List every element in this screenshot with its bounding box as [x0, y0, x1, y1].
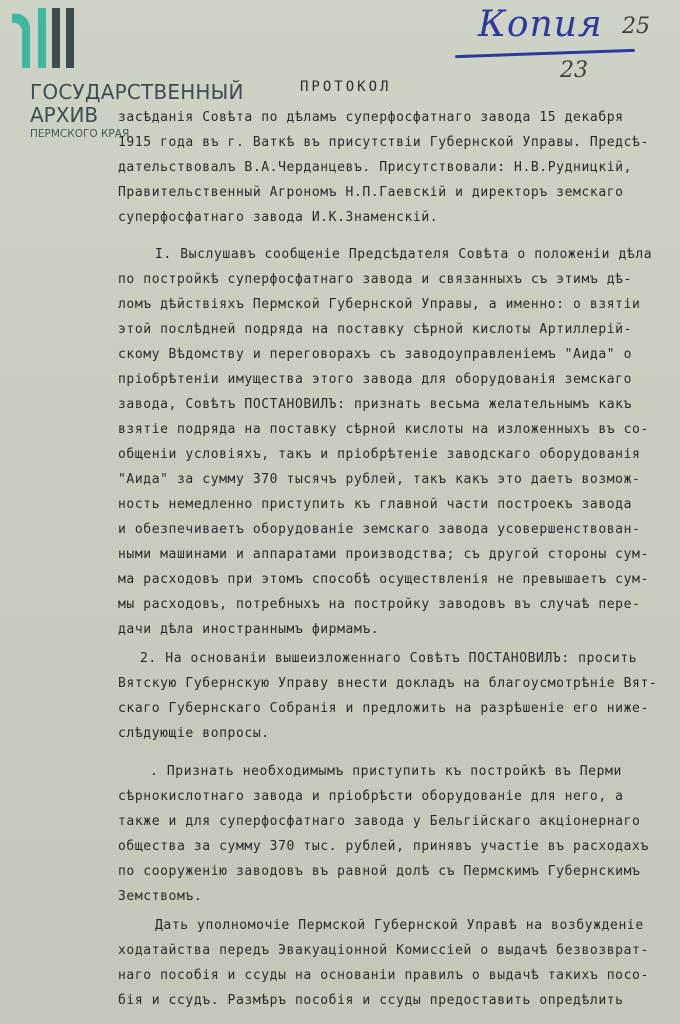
text-line: ма расходовъ при этомъ способѣ осуществленія не превышаетъ сум-	[118, 572, 649, 587]
text-line: этой послѣдней подряда на поставку сѣрной кислоты Артиллерій-	[118, 322, 633, 337]
text-line: взятіе подряда на поставку сѣрной кислоты на изложенныхъ въ со-	[118, 422, 649, 437]
text-line: Вятскую Губернскую Управу внести докладъ на благоусмотрѣніе Вят-	[118, 676, 658, 691]
text-line: I. Выслушавъ сообщеніе Предсѣдателя Совѣта о положеніи дѣла	[155, 247, 653, 262]
text-line: скаго Губернскаго Собранія и предложить на разрѣшеніе его ниже-	[118, 701, 649, 716]
text-line: общеніи условіяхъ, такъ и пріобрѣтеніе заводскаго оборудованія	[118, 447, 641, 462]
text-line: засѣданія Совѣта по дѣламъ суперфосфатнаго завода 15 декабря	[118, 110, 624, 125]
text-line: 1915 года въ г. Ваткѣ въ присутствіи Губернской Управы. Предсѣ-	[118, 135, 649, 150]
text-line: . Признать необходимымъ приступить къ постройкѣ въ Перми	[150, 764, 622, 779]
text-line: ходатайства передъ Эвакуаціонной Комиссіей о выдачѣ безвозврат-	[118, 943, 649, 958]
text-line: наго пособія и ссуды на основаніи правилъ о выдачѣ такихъ посо-	[118, 968, 649, 983]
text-line: ными машинами и аппаратами производства; съ другой стороны сум-	[118, 547, 649, 562]
text-line: по постройкѣ суперфосфатнаго завода и связанныхъ съ этимъ дѣ-	[118, 272, 633, 287]
stamp-underline	[455, 49, 635, 58]
text-line: Дать уполномочіе Пермской Губернской Управѣ на возбужденіе	[155, 918, 644, 933]
text-line: также и для суперфосфатнаго завода у Бельгійскаго акціонернаго	[118, 814, 641, 829]
archive-subname: АРХИВ	[30, 103, 99, 127]
archive-name: ГОСУДАРСТВЕННЫЙ	[30, 80, 244, 104]
archive-logo-icon	[8, 6, 78, 72]
text-line: дачи дѣла иностраннымъ фирмамъ.	[118, 622, 380, 637]
text-line: бія и ссудъ. Размѣръ пособія и ссуды предоставить опредѣлить	[118, 993, 624, 1008]
text-line: "Аида" за сумму 370 тысячъ рублей, такъ какъ это даетъ возмож-	[118, 472, 641, 487]
page-number-mid: 23	[560, 58, 588, 83]
text-line: общества за сумму 370 тыс. рублей, принявъ участіе въ расходахъ	[118, 839, 649, 854]
text-line: сѣрнокислотнаго завода и пріобрѣсти оборудованіе для него, а	[118, 789, 624, 804]
archive-logo	[8, 6, 244, 156]
text-line: по сооруженію заводовъ въ равной долѣ съ Пермскимъ Губернскимъ	[118, 864, 641, 879]
text-line: дательствовалъ В.А.Черданцевъ. Присутствовали: Н.В.Рудницкій,	[118, 160, 633, 175]
text-line: пріобрѣтеніи имущества этого завода для оборудованія земскаго	[118, 372, 633, 387]
text-line: Земствомъ.	[118, 889, 203, 904]
copy-stamp: Копия	[478, 4, 603, 45]
page-number-top: 25	[622, 14, 650, 39]
text-line: ность немедленно приступить къ главной части построекъ завода	[118, 497, 633, 512]
text-line: завода, Совѣтъ ПОСТАНОВИЛЪ: признать весьма желательнымъ какъ	[118, 397, 633, 412]
document-title: ПРОТОКОЛ	[300, 79, 392, 95]
text-line: и обезпечиваетъ оборудованіе земскаго завода усовершенствован-	[118, 522, 641, 537]
text-line: суперфосфатнаго завода И.К.Знаменскій.	[118, 210, 439, 225]
text-line: скому Вѣдомству и переговорахъ съ заводоуправленіемъ "Аида" о	[118, 347, 633, 362]
text-line: 2. На основаніи вышеизложеннаго Совѣтъ ПОСТАНОВИЛЪ: просить	[140, 651, 638, 666]
text-line: Правительственный Агрономъ Н.П.Гаевскій и директоръ земскаго	[118, 185, 624, 200]
text-line: ломъ дѣйствіяхъ Пермской Губернской Управы, а именно: о взятіи	[118, 297, 641, 312]
text-line: слѣдующіе вопросы.	[118, 726, 270, 741]
text-line: мы расходовъ, потребныхъ на постройку заводовъ въ случаѣ пере-	[118, 597, 641, 612]
archive-region: ПЕРМСКОГО КРАЯ	[30, 128, 130, 140]
